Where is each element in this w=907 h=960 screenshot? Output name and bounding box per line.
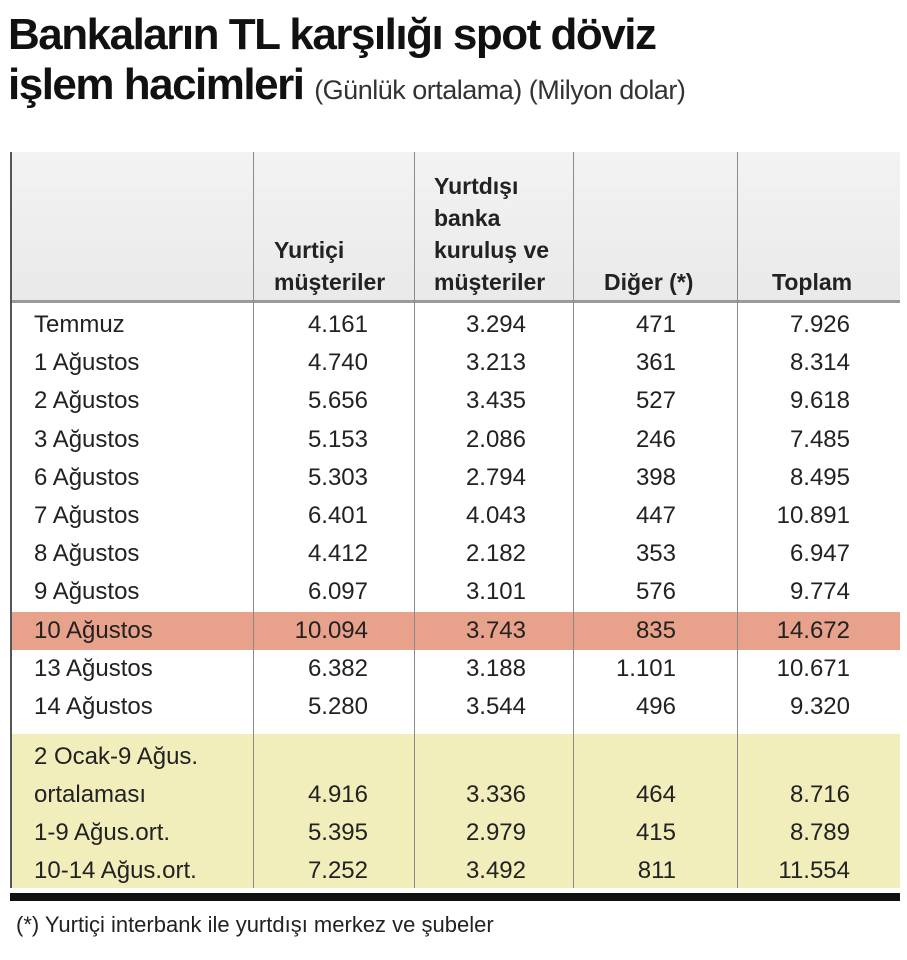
footnote: (*) Yurtiçi interbank ile yurtdışı merkez ve şubeler bbox=[16, 912, 494, 937]
cell-toplam: 9.618 bbox=[789, 387, 850, 414]
cell-yurtici: 5.280 bbox=[307, 693, 368, 720]
cell-yurtici: 5.656 bbox=[307, 387, 368, 414]
row-label: 10-14 Ağus.ort. bbox=[34, 857, 197, 884]
cell-diger: 471 bbox=[635, 311, 676, 338]
cell-toplam: 7.485 bbox=[789, 426, 850, 453]
cell-toplam: 6.947 bbox=[789, 540, 850, 567]
cell-toplam: 10.671 bbox=[776, 655, 850, 682]
cell-yurtdisi: 3.213 bbox=[465, 349, 526, 376]
title-line-2-text: işlem hacimleri bbox=[8, 60, 304, 109]
table-row bbox=[10, 738, 900, 776]
cell-diger: 835 bbox=[635, 617, 676, 644]
row-label: 13 Ağustos bbox=[34, 655, 153, 682]
cell-yurtdisi: 3.101 bbox=[465, 578, 526, 605]
bottom-rule bbox=[10, 893, 900, 901]
cell-yurtdisi: 3.336 bbox=[465, 781, 526, 808]
cell-diger: 1.101 bbox=[615, 655, 676, 682]
cell-yurtdisi: 4.043 bbox=[465, 502, 526, 529]
cell-yurtici: 5.395 bbox=[307, 819, 368, 846]
header-toplam: Toplam bbox=[772, 269, 853, 295]
cell-yurtdisi: 2.979 bbox=[465, 819, 526, 846]
table-row bbox=[10, 306, 900, 344]
cell-yurtdisi: 3.435 bbox=[465, 387, 526, 414]
cell-diger: 496 bbox=[635, 693, 676, 720]
table-row bbox=[10, 688, 900, 726]
table-row bbox=[10, 814, 900, 852]
cell-yurtdisi: 2.182 bbox=[465, 540, 526, 567]
header-divider bbox=[10, 300, 900, 303]
title-block bbox=[8, 10, 903, 115]
title-line-2 bbox=[8, 60, 903, 115]
cell-yurtdisi: 3.544 bbox=[465, 693, 526, 720]
cell-yurtici: 4.916 bbox=[307, 781, 368, 808]
cell-diger: 353 bbox=[635, 540, 676, 567]
cell-toplam: 8.495 bbox=[789, 464, 850, 491]
row-label: 10 Ağustos bbox=[34, 617, 153, 644]
cell-diger: 447 bbox=[635, 502, 676, 529]
table-row bbox=[10, 573, 900, 611]
row-label: ortalaması bbox=[34, 781, 147, 808]
column-divider bbox=[573, 152, 574, 888]
table-row bbox=[10, 612, 900, 650]
title-line-1: Bankaların TL karşılığı spot döviz bbox=[8, 10, 656, 59]
row-label: 2 Ağustos bbox=[34, 387, 140, 414]
table-row bbox=[10, 852, 900, 890]
table-row bbox=[10, 382, 900, 420]
cell-diger: 246 bbox=[635, 426, 676, 453]
column-divider bbox=[414, 152, 415, 888]
table-row bbox=[10, 421, 900, 459]
row-label: 2 Ocak-9 Ağus. bbox=[34, 743, 199, 770]
subtitle: (Günlük ortalama) (Milyon dolar) bbox=[314, 75, 686, 105]
cell-yurtici: 6.382 bbox=[307, 655, 368, 682]
row-label: 3 Ağustos bbox=[34, 426, 140, 453]
cell-diger: 464 bbox=[635, 781, 676, 808]
row-label: 14 Ağustos bbox=[34, 693, 153, 720]
volume-table bbox=[10, 152, 900, 888]
column-divider bbox=[10, 152, 12, 888]
cell-toplam: 8.789 bbox=[789, 819, 850, 846]
cell-yurtdisi: 2.794 bbox=[465, 464, 526, 491]
column-divider bbox=[737, 152, 738, 888]
row-label: 1 Ağustos bbox=[34, 349, 140, 376]
table-row bbox=[10, 497, 900, 535]
cell-yurtdisi: 3.492 bbox=[465, 857, 526, 884]
row-label: 8 Ağustos bbox=[34, 540, 140, 567]
cell-diger: 576 bbox=[635, 578, 676, 605]
row-label: 9 Ağustos bbox=[34, 578, 140, 605]
cell-yurtici: 4.412 bbox=[307, 540, 368, 567]
cell-toplam: 10.891 bbox=[776, 502, 850, 529]
cell-toplam: 11.554 bbox=[778, 857, 850, 884]
cell-yurtici: 4.740 bbox=[307, 349, 368, 376]
cell-yurtdisi: 2.086 bbox=[465, 426, 526, 453]
row-label: 7 Ağustos bbox=[34, 502, 140, 529]
row-label: 1-9 Ağus.ort. bbox=[34, 819, 171, 846]
table-row bbox=[10, 459, 900, 497]
cell-yurtdisi: 3.294 bbox=[465, 311, 526, 338]
cell-toplam: 7.926 bbox=[789, 311, 850, 338]
table-row bbox=[10, 776, 900, 814]
table-row bbox=[10, 535, 900, 573]
cell-yurtici: 7.252 bbox=[307, 857, 368, 884]
table-row bbox=[10, 650, 900, 688]
cell-toplam: 14.672 bbox=[776, 617, 850, 644]
cell-toplam: 8.716 bbox=[789, 781, 850, 808]
cell-diger: 527 bbox=[635, 387, 676, 414]
cell-diger: 811 bbox=[637, 857, 676, 884]
header-diger: Diğer (*) bbox=[604, 269, 694, 295]
cell-diger: 361 bbox=[635, 349, 676, 376]
cell-yurtici: 6.401 bbox=[307, 502, 368, 529]
row-label: Temmuz bbox=[34, 311, 125, 338]
table-row bbox=[10, 344, 900, 382]
header-yurtici: Yurtiçi müşteriler bbox=[274, 237, 386, 295]
cell-yurtici: 10.094 bbox=[294, 617, 368, 644]
cell-toplam: 9.774 bbox=[789, 578, 850, 605]
cell-toplam: 8.314 bbox=[789, 349, 850, 376]
column-divider bbox=[253, 152, 254, 888]
cell-diger: 398 bbox=[635, 464, 676, 491]
cell-yurtdisi: 3.743 bbox=[465, 617, 526, 644]
cell-yurtici: 4.161 bbox=[307, 311, 368, 338]
cell-yurtici: 5.303 bbox=[307, 464, 368, 491]
cell-yurtdisi: 3.188 bbox=[465, 655, 526, 682]
header-yurtdisi: Yurtdışı banka kuruluş ve müşteriler bbox=[434, 173, 550, 295]
cell-yurtici: 6.097 bbox=[307, 578, 368, 605]
cell-diger: 415 bbox=[635, 819, 676, 846]
cell-yurtici: 5.153 bbox=[307, 426, 368, 453]
cell-toplam: 9.320 bbox=[789, 693, 850, 720]
row-label: 6 Ağustos bbox=[34, 464, 140, 491]
